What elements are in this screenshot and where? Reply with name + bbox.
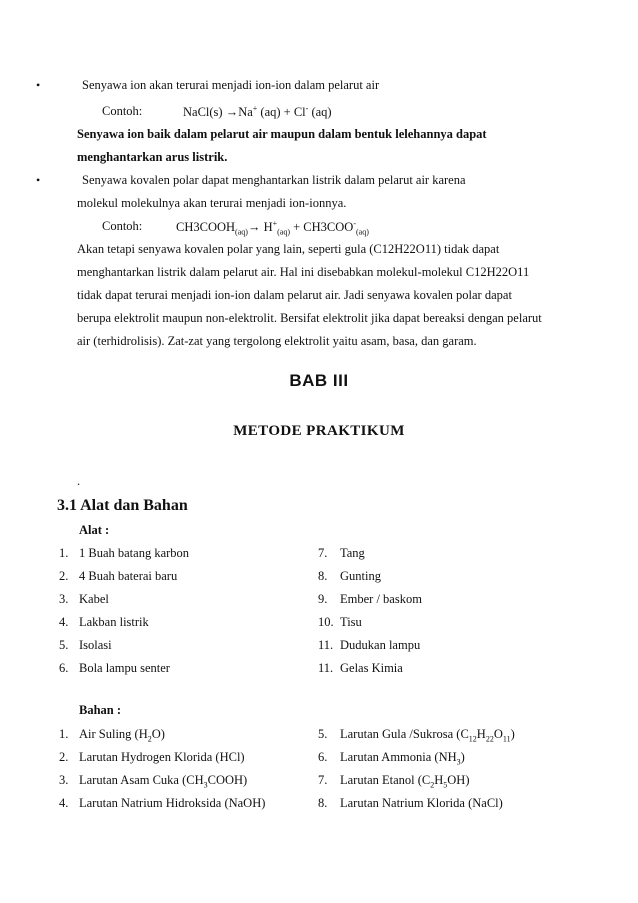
bold-statement-line: menghantarkan arus listrik. <box>77 150 228 164</box>
alat-label: Alat : <box>79 523 110 537</box>
stray-dot: . <box>77 474 81 488</box>
section-heading: 3.1 Alat dan Bahan <box>57 497 188 514</box>
example-equation: NaCl(s) →Na+ (aq) + Cl- (aq) <box>183 104 332 120</box>
list-number: 11. <box>318 638 334 652</box>
list-number: 11. <box>318 661 334 675</box>
list-number: 8. <box>318 569 328 583</box>
list-item: Gunting <box>340 569 381 583</box>
example-label: Contoh: <box>102 104 143 118</box>
list-item: Larutan Ammonia $(NH_3)$ <box>340 750 465 767</box>
list-item: Isolasi <box>79 638 112 652</box>
paragraph-line: tidak dapat terurai menjadi ion-ion dalam pelarut air. Jadi senyawa kovalen polar dapat <box>77 288 512 302</box>
bold-statement-line: Senyawa ion baik dalam pelarut air maupun dalam bentuk lelehannya dapat <box>77 127 487 141</box>
list-item: Larutan Hydrogen Klorida (HCl) <box>79 750 245 764</box>
bullet-icon: • <box>36 78 41 92</box>
list-item: Larutan Etanol $(C_2H_5OH)$ <box>340 773 470 790</box>
list-item: Lakban listrik <box>79 615 149 629</box>
list-number: 6. <box>318 750 328 764</box>
list-number: 4. <box>59 615 69 629</box>
list-number: 7. <box>318 773 328 787</box>
list-number: 5. <box>318 727 328 741</box>
list-item: Larutan Natrium Klorida (NaCl) <box>340 796 503 810</box>
bullet-icon: • <box>36 173 41 187</box>
example-equation: $CH3COOH_{(aq)}\to H^+_{(aq)} + CH3COO^-_{(aq)}$ <box>176 219 369 237</box>
list-item: Air Suling $(H_2O)$ <box>79 727 165 744</box>
list-number: 5. <box>59 638 69 652</box>
list-item: Larutan Asam Cuka $(CH_3COOH)$ <box>79 773 248 790</box>
paragraph-line: air (terhidrolisis). Zat-zat yang tergolong elektrolit yaitu asam, basa, dan garam. <box>77 334 477 348</box>
list-number: 2. <box>59 569 69 583</box>
list-number: 8. <box>318 796 328 810</box>
list-number: 10. <box>318 615 334 629</box>
list-number: 2. <box>59 750 69 764</box>
list-item: Larutan Natrium Hidroksida (NaOH) <box>79 796 266 810</box>
list-item: Kabel <box>79 592 109 606</box>
list-item: Tang <box>340 546 365 560</box>
list-item: 4 Buah baterai baru <box>79 569 178 583</box>
chapter-number: BAB III <box>289 371 349 390</box>
list-number: 3. <box>59 592 69 606</box>
chapter-title: METODE PRAKTIKUM <box>233 423 405 439</box>
list-number: 9. <box>318 592 328 606</box>
list-number: 4. <box>59 796 69 810</box>
list-number: 6. <box>59 661 69 675</box>
paragraph-line: Senyawa ion akan terurai menjadi ion-ion dalam pelarut air <box>82 78 380 92</box>
list-item: Dudukan lampu <box>340 638 421 652</box>
paragraph-line: Akan tetapi senyawa kovalen polar yang lain, seperti gula (C12H22O11) tidak dapat <box>77 242 500 256</box>
list-number: 7. <box>318 546 328 560</box>
list-item: Tisu <box>340 615 362 629</box>
example-label: Contoh: <box>102 219 143 233</box>
list-number: 3. <box>59 773 69 787</box>
list-item: Gelas Kimia <box>340 661 403 675</box>
list-item: Ember / baskom <box>340 592 422 606</box>
bahan-label: Bahan : <box>79 703 122 717</box>
list-number: 1. <box>59 546 69 560</box>
list-number: 1. <box>59 727 69 741</box>
list-item: 1 Buah batang karbon <box>79 546 190 560</box>
list-item: Larutan Gula /Sukrosa $(C_{12}H_{22}O_{11})$ <box>340 727 515 744</box>
paragraph-line: Senyawa kovalen polar dapat menghantarkan listrik dalam pelarut air karena <box>82 173 466 187</box>
paragraph-line: molekul molekulnya akan terurai menjadi ion-ionnya. <box>77 196 347 210</box>
paragraph-line: berupa elektrolit maupun non-elektrolit. Bersifat elektrolit jika dapat bereaksi dengan pelarut <box>77 311 542 325</box>
list-item: Bola lampu senter <box>79 661 170 675</box>
paragraph-line: menghantarkan listrik dalam pelarut air. Hal ini disebabkan molekul-molekul C12H22O11 <box>77 265 530 279</box>
